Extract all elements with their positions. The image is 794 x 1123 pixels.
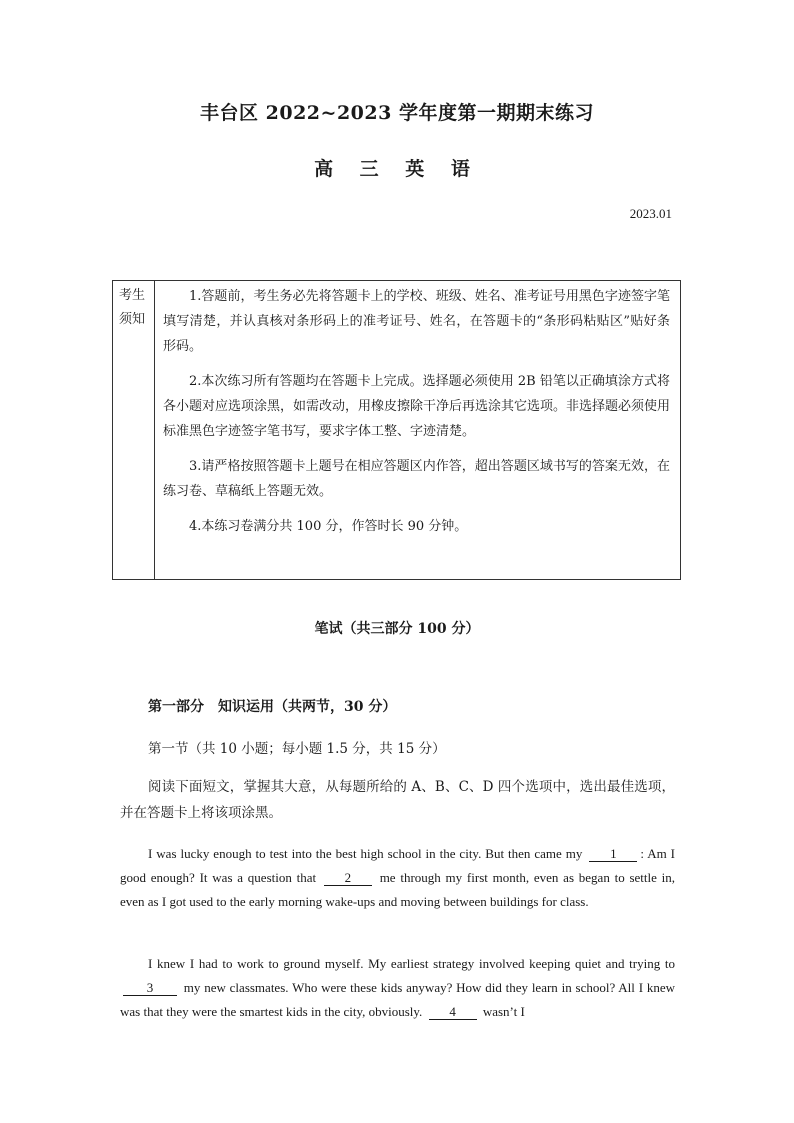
- passage-text: I was lucky enough to test into the best high school in the city. But then came my: [148, 846, 583, 861]
- notice-item: 1.答题前，考生务必先将答题卡上的学校、班级、姓名、准考证号用黑色字迹签字笔填写清楚，并认真核对条形码上的准考证号、姓名，在答题卡的“条形码粘贴区”贴好条形码。: [163, 289, 670, 354]
- notice-body: [155, 281, 680, 579]
- part-title: 知识运用（共两节，30 分）: [218, 699, 397, 715]
- passage-text: my new classmates. Who were these kids anyway? How did they learn in school? All I knew was that they were the smartest kids in the city, obviously.: [120, 980, 675, 1019]
- notice-label: [113, 281, 155, 579]
- blank-1: 1: [589, 846, 637, 862]
- notice-label-line2: 须知: [119, 312, 146, 327]
- examinee-notice-box: [112, 280, 681, 580]
- subsection-heading: 第一节（共 10 小题；每小题 1.5 分，共 15 分）: [148, 741, 446, 757]
- passage-text: : Am I good enough? It was a question that: [120, 846, 676, 885]
- exam-title: 丰台区 2022~2023 学年度第一期期末练习: [200, 102, 594, 124]
- passage-paragraph-2: [120, 952, 675, 1024]
- notice-item: 4.本练习卷满分共 100 分，作答时长 90 分钟。: [189, 519, 468, 534]
- notice-label-line1: 考生: [119, 288, 146, 303]
- part-heading: [148, 696, 396, 716]
- passage-text: I knew I had to work to ground myself. My earliest strategy involved keeping quiet and trying to: [148, 956, 675, 971]
- exam-date: 2023.01: [629, 206, 672, 221]
- exam-subject: 高 三 英 语: [314, 158, 480, 180]
- notice-item: 3.请严格按照答题卡上题号在相应答题区内作答，超出答题区域书写的答案无效，在练习卷、草稿纸上答题无效。: [163, 459, 670, 499]
- section-title: 笔试（共三部分 100 分）: [314, 621, 480, 637]
- blank-4: 4: [429, 1004, 477, 1020]
- notice-item: 2.本次练习所有答题均在答题卡上完成。选择题必须使用 2B 铅笔以正确填涂方式将各小题对应选项涂黑，如需改动，用橡皮擦除干净后再选涂其它选项。非选择题必须使用标准黑色字迹签字笔书写，要求字体工整、字迹清楚。: [163, 374, 671, 439]
- instruction-text: 阅读下面短文，掌握其大意，从每题所给的 A、B、C、D 四个选项中，选出最佳选项，并在答题卡上将该项涂黑。: [120, 779, 675, 821]
- passage-text: wasn’t I: [482, 1004, 525, 1019]
- blank-2: 2: [324, 870, 372, 886]
- blank-3: 3: [123, 980, 177, 996]
- passage-paragraph-1: [120, 842, 675, 914]
- part-label: 第一部分: [148, 699, 204, 715]
- passage-text: me through my first month, even as began to settle in, even as I got used to the early morning wake-ups and moving between buildings for class.: [120, 870, 676, 909]
